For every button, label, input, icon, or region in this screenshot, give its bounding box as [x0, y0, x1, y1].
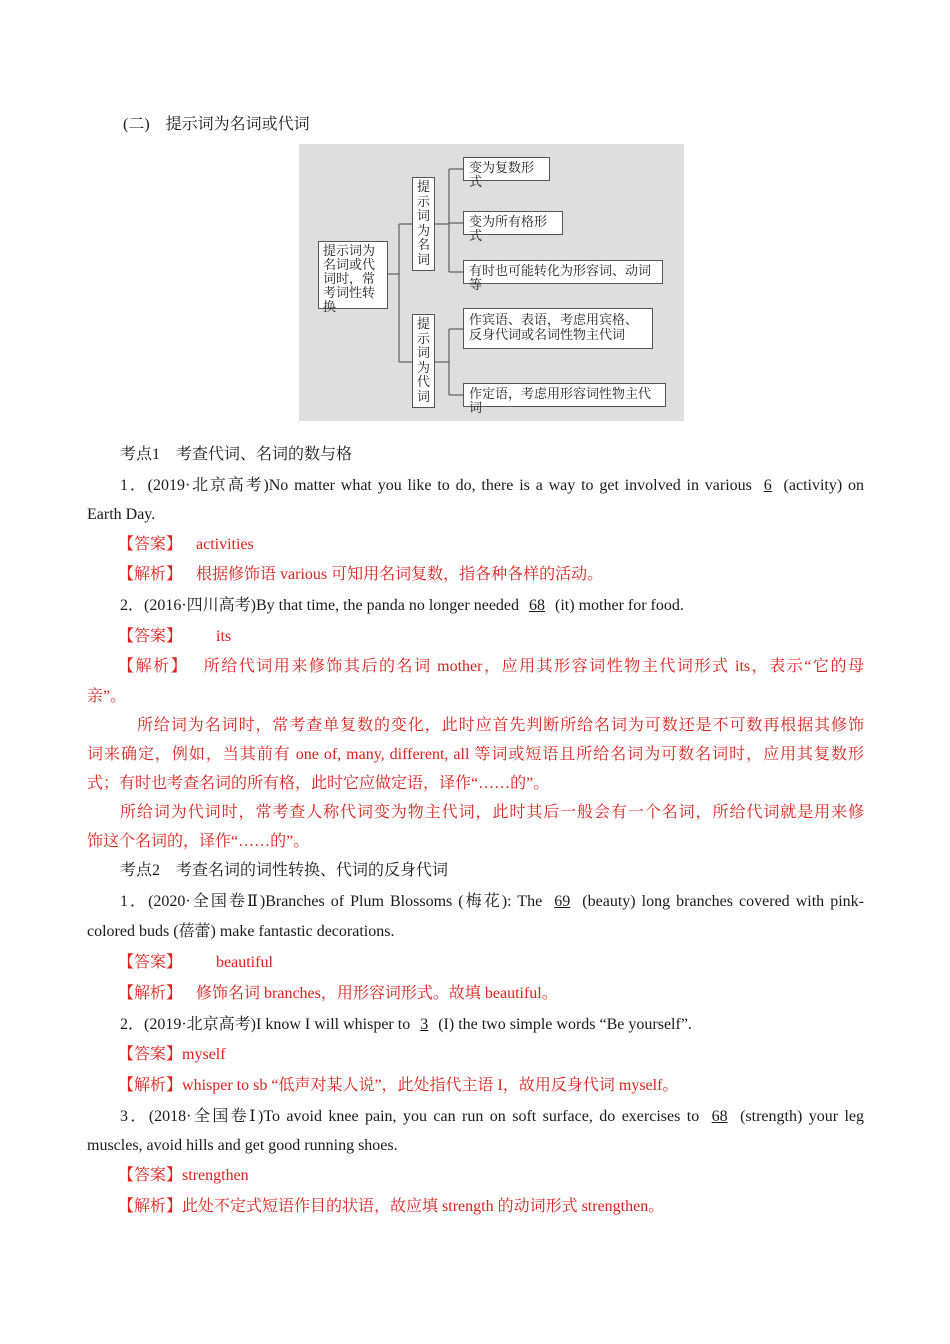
k2-q1-line1	[120, 892, 864, 912]
k1-q2-source: 2．(2016·四川高考)	[120, 597, 256, 614]
k1-q2-answer	[118, 627, 231, 647]
answer-value: its	[216, 628, 232, 645]
k2-q2-hint: (I) the two simple words “Be yourself”.	[438, 1016, 692, 1033]
k1-note1-line3: 式；有时也考查名词的所有格，此时它应做定语，译作“……的”。	[87, 775, 550, 792]
answer-label: 【答案】	[118, 1167, 183, 1184]
answer-value: activities	[196, 536, 254, 553]
analysis-text: 根据修饰语 various 可知用名词复数，指各种各样的活动。	[196, 566, 604, 583]
k2-q2-source: 2．(2019·北京高考)	[120, 1016, 256, 1033]
k2-q1-answer	[118, 953, 273, 973]
k1-q2-hint: (it) mother for food.	[555, 597, 684, 614]
diagram-root-node: 提示词为名词或代词时，常考词性转换	[318, 241, 388, 309]
answer-label: 【答案】	[118, 1046, 183, 1063]
k2-q3-text: To avoid knee pain, you can run on soft surface, do exercises to	[263, 1108, 700, 1125]
analysis-text: whisper to sb “低声对某人说”，此处指代主语 I，故用反身代词 myself。	[182, 1077, 679, 1094]
analysis-label: 【解析】	[118, 658, 189, 675]
section-title: (二) 提示词为名词或代词	[123, 116, 310, 133]
k2-q1-line2: colored buds (蓓蕾) make fantastic decorations.	[87, 923, 395, 940]
diagram-leaf-conversion: 有时也可能转化为形容词、动词等	[463, 260, 663, 284]
analysis-text: 所给代词用来修饰其后的名词 mother，应用其形容词性物主代词形式 its，表示“它的母	[202, 658, 864, 675]
analysis-label: 【解析】	[118, 566, 183, 583]
k2-q1-blank: 69	[554, 893, 571, 910]
k1-q1-blank: 6	[763, 477, 772, 494]
k1-q2-line1	[120, 596, 684, 616]
diagram-leaf-object: 作宾语、表语，考虑用宾格、反身代词或名词性物主代词	[463, 308, 653, 349]
k2-q3-analysis	[118, 1197, 664, 1217]
k2-q3-hint: (strength) your leg	[740, 1108, 865, 1125]
k2-q1-text: Branches of Plum Blossoms (梅花): The	[265, 893, 543, 910]
k2-q2-line1	[120, 1015, 692, 1035]
k2-q3-blank: 68	[711, 1108, 728, 1125]
kaodian2-title: 考点2 考查名词的词性转换、代词的反身代词	[120, 862, 449, 879]
k1-q2-blank: 68	[529, 597, 546, 614]
k1-q2-analysis	[118, 657, 864, 677]
k2-q2-answer	[118, 1045, 226, 1065]
k2-q2-analysis	[118, 1076, 678, 1096]
k1-note2-line2: 饰这个名词的，译作“……的”。	[87, 833, 310, 850]
k2-q3-line1	[120, 1107, 864, 1127]
analysis-text: 此处不定式短语作目的状语，故应填 strength 的动词形式 strengthen。	[182, 1198, 665, 1215]
diagram-pronoun-branch: 提示词为代词	[412, 314, 435, 408]
diagram-leaf-plural: 变为复数形式	[463, 157, 550, 181]
answer-value: strengthen	[182, 1167, 249, 1184]
k1-q1-hint: (activity) on	[783, 477, 865, 494]
k1-q1-line2: Earth Day.	[87, 506, 156, 523]
k1-q1-analysis	[118, 565, 603, 585]
k2-q1-analysis	[118, 984, 558, 1004]
k1-q2-text: By that time, the panda no longer needed	[256, 597, 520, 614]
answer-label: 【答案】	[118, 628, 183, 645]
k2-q3-source: 3．(2018·全国卷Ⅰ)	[120, 1108, 264, 1125]
concept-diagram	[299, 144, 684, 421]
analysis-label: 【解析】	[118, 1198, 183, 1215]
k1-q1-text: No matter what you like to do, there is a way to get involved in various	[268, 477, 752, 494]
k1-note1-line2: 词来确定，例如，当其前有 one of, many, different, all 等词或短语且所给名词为可数名词时，应用其复数形	[87, 746, 864, 763]
diagram-noun-branch: 提示词为名词	[412, 177, 435, 271]
k2-q1-hint: (beauty) long branches covered with pink-	[582, 893, 864, 910]
analysis-label: 【解析】	[118, 985, 183, 1002]
answer-label: 【答案】	[118, 536, 183, 553]
k2-q2-text: I know I will whisper to	[256, 1016, 411, 1033]
answer-label: 【答案】	[118, 954, 183, 971]
k2-q1-source: 1．(2020·全国卷Ⅱ)	[120, 893, 266, 910]
analysis-text: 修饰名词 branches，用形容词形式。故填 beautiful。	[196, 985, 558, 1002]
analysis-label: 【解析】	[118, 1077, 183, 1094]
answer-value: beautiful	[216, 954, 273, 971]
k1-q1-source: 1．(2019·北京高考)	[120, 477, 269, 494]
k1-note2-line1: 所给词为代词时，常考查人称代词变为物主代词，此时其后一般会有一个名词，所给代词就是用来修	[120, 804, 864, 821]
answer-value: myself	[182, 1046, 226, 1063]
k1-q2-analysis-cont: 亲”。	[87, 688, 127, 705]
k2-q3-line2: muscles, avoid hills and get good running shoes.	[87, 1137, 398, 1154]
k1-q1-line1	[120, 476, 864, 496]
diagram-leaf-attribute: 作定语，考虑用形容词性物主代词	[463, 383, 666, 407]
k2-q2-blank: 3	[420, 1016, 429, 1033]
kaodian1-title: 考点1 考查代词、名词的数与格	[120, 446, 353, 463]
k2-q3-answer	[118, 1166, 249, 1186]
k1-q1-answer	[118, 535, 254, 555]
diagram-leaf-possessive: 变为所有格形式	[463, 211, 563, 235]
k1-note1-line1: 所给词为名词时，常考查单复数的变化，此时应首先判断所给名词为可数还是不可数再根据其修饰	[137, 717, 864, 734]
